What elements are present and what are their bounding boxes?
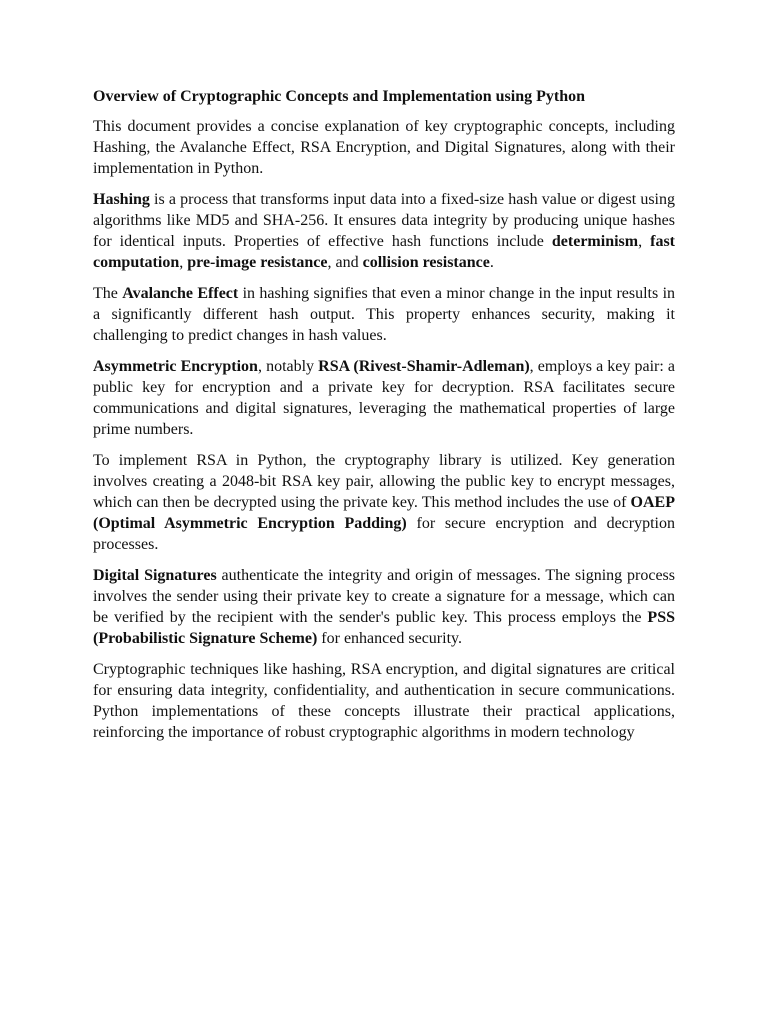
paragraph-conclusion xyxy=(93,659,675,743)
bold-term: pre-image resistance xyxy=(187,254,328,271)
bold-term: Asymmetric Encryption xyxy=(93,358,258,375)
bold-term: Digital Signatures xyxy=(93,567,217,584)
paragraph-rsa-python xyxy=(93,450,675,555)
text-run: This document provides a concise explanation of key cryptographic concepts, including Hashing, the Avalanche Effect, RSA Encryption, and Digital Signatures, along with their implementation in Python. xyxy=(93,118,675,177)
paragraph-hashing xyxy=(93,189,675,273)
text-run: for enhanced security. xyxy=(317,630,462,647)
bold-term: Avalanche Effect xyxy=(122,285,239,302)
bold-term: determinism xyxy=(551,233,639,250)
text-run: in hashing signifies that even a minor change in the input results in a significantly different hash output. This property enhances security, making it challenging to predict changes in hash values. xyxy=(93,285,676,344)
text-run: , notably xyxy=(257,358,319,375)
bold-term: PSS (Probabilistic Signature Scheme) xyxy=(93,609,675,647)
text-run: , employs a key pair: a public key for encryption and a private key for decryption. RSA facilitates secure communications and digital signatures, leveraging the mathematical properties of large prime numbers. xyxy=(93,358,676,438)
document-title: Overview of Cryptographic Concepts and Implementation using Python xyxy=(93,88,586,105)
text-run: To implement RSA in Python, the cryptography library is utilized. Key generation involves creating a 2048-bit RSA key pair, allowing the public key to encrypt messages, which can then be decrypted using the private key. This method includes the use of xyxy=(93,452,675,511)
bold-term: OAEP (Optimal Asymmetric Encryption Padding) xyxy=(93,494,675,532)
paragraph-asymmetric-encryption xyxy=(93,356,675,440)
bold-term: fast computation xyxy=(93,233,676,271)
document-page xyxy=(93,86,675,753)
text-run: , xyxy=(179,254,188,271)
paragraph-intro xyxy=(93,116,675,179)
text-run: , and xyxy=(327,254,363,271)
paragraph-digital-signatures xyxy=(93,565,675,649)
bold-term: Hashing xyxy=(93,191,150,208)
text-run: , xyxy=(638,233,651,250)
paragraph-avalanche-effect xyxy=(93,283,675,346)
text-run: for secure encryption and decryption processes. xyxy=(93,515,676,553)
text-run: . xyxy=(489,254,494,271)
text-run: Cryptographic techniques like hashing, RSA encryption, and digital signatures are critical for ensuring data integrity, confidentiality, and authentication in secure communications. Python implementations of these concepts illustrate their practical applications, reinforcing the importance of robust cryptographic algorithms in modern technology xyxy=(93,661,675,741)
bold-term: RSA (Rivest-Shamir-Adleman) xyxy=(318,358,530,375)
text-run: is a process that transforms input data into a fixed-size hash value or digest using algorithms like MD5 and SHA-256. It ensures data integrity by producing unique hashes for identical inputs. Properties of effective hash functions include xyxy=(93,191,675,250)
text-run: authenticate the integrity and origin of messages. The signing process involves the sender using their private key to create a signature for a message, which can be verified by the recipient with the sender's public key. This process employs the xyxy=(93,567,676,626)
text-run: The xyxy=(93,285,123,302)
bold-term: collision resistance xyxy=(362,254,490,271)
